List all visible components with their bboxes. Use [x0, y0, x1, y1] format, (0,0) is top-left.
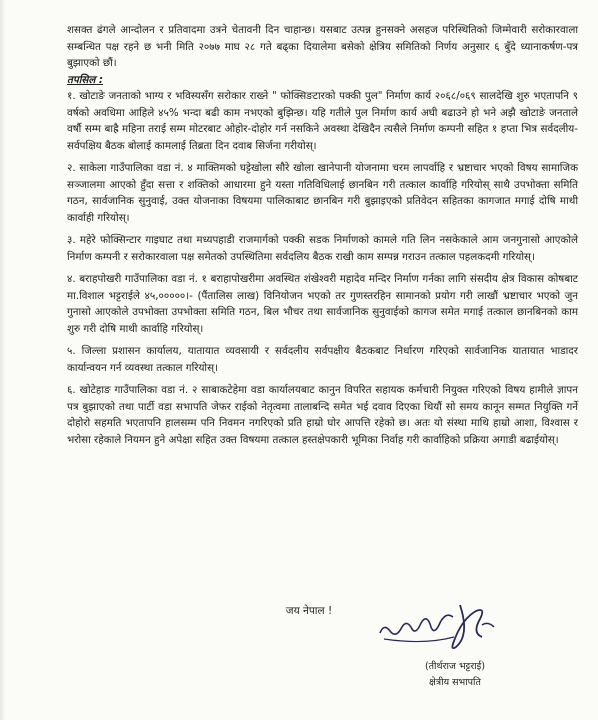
signature-block	[372, 595, 532, 705]
point-4: ४. बराहपोखरी गाउँपालिका वडा नं. १ बराहापोखरीमा अवस्थित शंखेश्वरी महादेव मन्दिर निर्माण गर्नका लागि संसदीय क्षेत्र विकास कोषबाट मा.विशाल भट्टराईले ४५,०००००।- (पैंतालिस लाख) विनियोजन भएको तर गुणस्तरहिन सामानको प्रयोग गरी लाखौं भ्रष्टाचार भएको जुन गुनासो आएकोले उपभोक्ता उपभोक्ता समिति गठन, बिल भौचर तथा सार्वजानिक सुनुवाईको कागज समेत मगाई तत्काल छानबिनको काम शुरु गरी दोषि माथी कार्वाहि गरियोस्।	[67, 273, 578, 335]
signer-name: (तीर्थराज भट्टराई)	[424, 661, 486, 672]
signer-title: क्षेत्रीय सभापति	[429, 677, 481, 688]
point-6: ६. खोटेहाङ गाउँपालिका वडा नं. २ साबाकटेहेमा वडा कार्यालयबाट कानुन विपरित सहायक कर्मचारी नियुक्त गरिएको विषय हामीले ज्ञापन पत्र बुझाएको तथा पार्टी वडा सभापति जेफर राईको नेतृत्वमा तालाबन्दि समेत भई दवाव दिएका थियौं सो समय कानून सम्मत नियुक्ति गर्ने दोहोरो सहमति भएतापनि हालसम्म पनि निवमन नगरिएको प्रति हाम्रो घोर आपत्ति रहेको छ। अतः यो संस्था माथि हाम्रो आशा, विश्वास र भरोसा रहेकाले नियमन हुने अपेक्षा सहित उक्त विषयमा तत्काल हस्तक्षेपकारी भूमिका निर्वाह गरी कार्वाहिको प्रक्रिया अगाडी बढाईयोस्।	[67, 384, 578, 446]
document-body	[67, 22, 578, 448]
point-2: २. साकेला गाउँपालिका वडा नं. ४ माक्तिमको घट्टेखोला सौरे खोला खानेपानी योजनामा चरम लापर्वाहि र भ्रष्टाचार भएको विषय सामाजिक सञ्जालमा आएको हुँदा सत्ता र शक्तिको आधारमा हुने यस्ता गतिविधिलाई छानबिन गरी तत्काल कार्वाहि गरियोस् साथै उपभोक्ता समिति गठन, सार्वजानिक सुनुवाई, उक्त योजनाका विषयमा पालिकाबाट छानबिन गरी बुझाइएको प्रतिवेदन सहितका कागजात मगाई दोषि माथी कार्वाही गरियोस्।	[67, 162, 578, 224]
intro-paragraph: शसक्त ढंगले आन्दोलन र प्रतिवादमा उत्रने चेतावनी दिन चाहान्छ। यसबाट उत्पन्न हुनसक्ने असहज परिस्थितिको जिम्मेवारी सरोकारवाला सम्बन्धित पक्ष रहने छ भनी मिति २०७७ माघ २८ गते बढ्का दियालेमा बसेको क्षेत्रिय समितिको निर्णय अनुसार ६ बुँदे ध्यानाकर्षण-पत्र बुझाएको छौं।	[67, 24, 578, 69]
point-5: ५. जिल्ला प्रशासन कार्यालय, यातायात व्यवसायी र सर्वदलीय सर्वपक्षीय बैठकबाट निर्धारण गरिएको सार्वजानिक यातायात भाडादर कार्यान्वयन गर्न व्यवस्था तत्काल गरियोस्।	[67, 345, 578, 374]
point-1: १. खोटाङे जनताको भाग्य र भविस्यसँग सरोकार राख्ने " फोक्सिङटारको पक्की पुल" निर्माण कार्य २०६८/०६९ सालदेखि शुरु भएतापनि ९ वर्षको अवधिमा आहिले ४५% भन्दा बढी काम नभएको बुझिन्छ। यहि गतीले पुल निर्माण कार्य अघी बढाउने हो भने अझै खोटाङे जनताले वर्षौ सम्म बाह्रै महिना तराई सम्म मोटरबाट ओहोर-दोहोर गर्न नसकिने अवस्था देखिदैन त्यसैले निर्माण कम्पनी सहित १ हप्ता भित्र सर्वदलीय-सर्वपक्षिय बैठक बोलाई कामलाई तिब्रता दिन दवाब सिर्जना गरीयोस्।	[67, 90, 578, 152]
point-3: ३. महेरे फोक्सिन्टार गाइघाट तथा मध्यपहाडी राजमार्गको पक्की सडक निर्माणको कामले गति लिन नसकेकाले आम जनगुनासो आएकोले निर्माण कम्पनी र सरोकारवाला पक्ष समेतको उपस्थितिमा सर्वदलिय बैठक राखी काम सम्पन्न गराउन तत्काल पहलकदमी गरियोस्।	[67, 234, 578, 263]
handwritten-signature	[372, 595, 522, 657]
closing-salutation: जय नेपाल !	[285, 605, 333, 617]
section-heading: तपसिल :	[67, 73, 104, 86]
